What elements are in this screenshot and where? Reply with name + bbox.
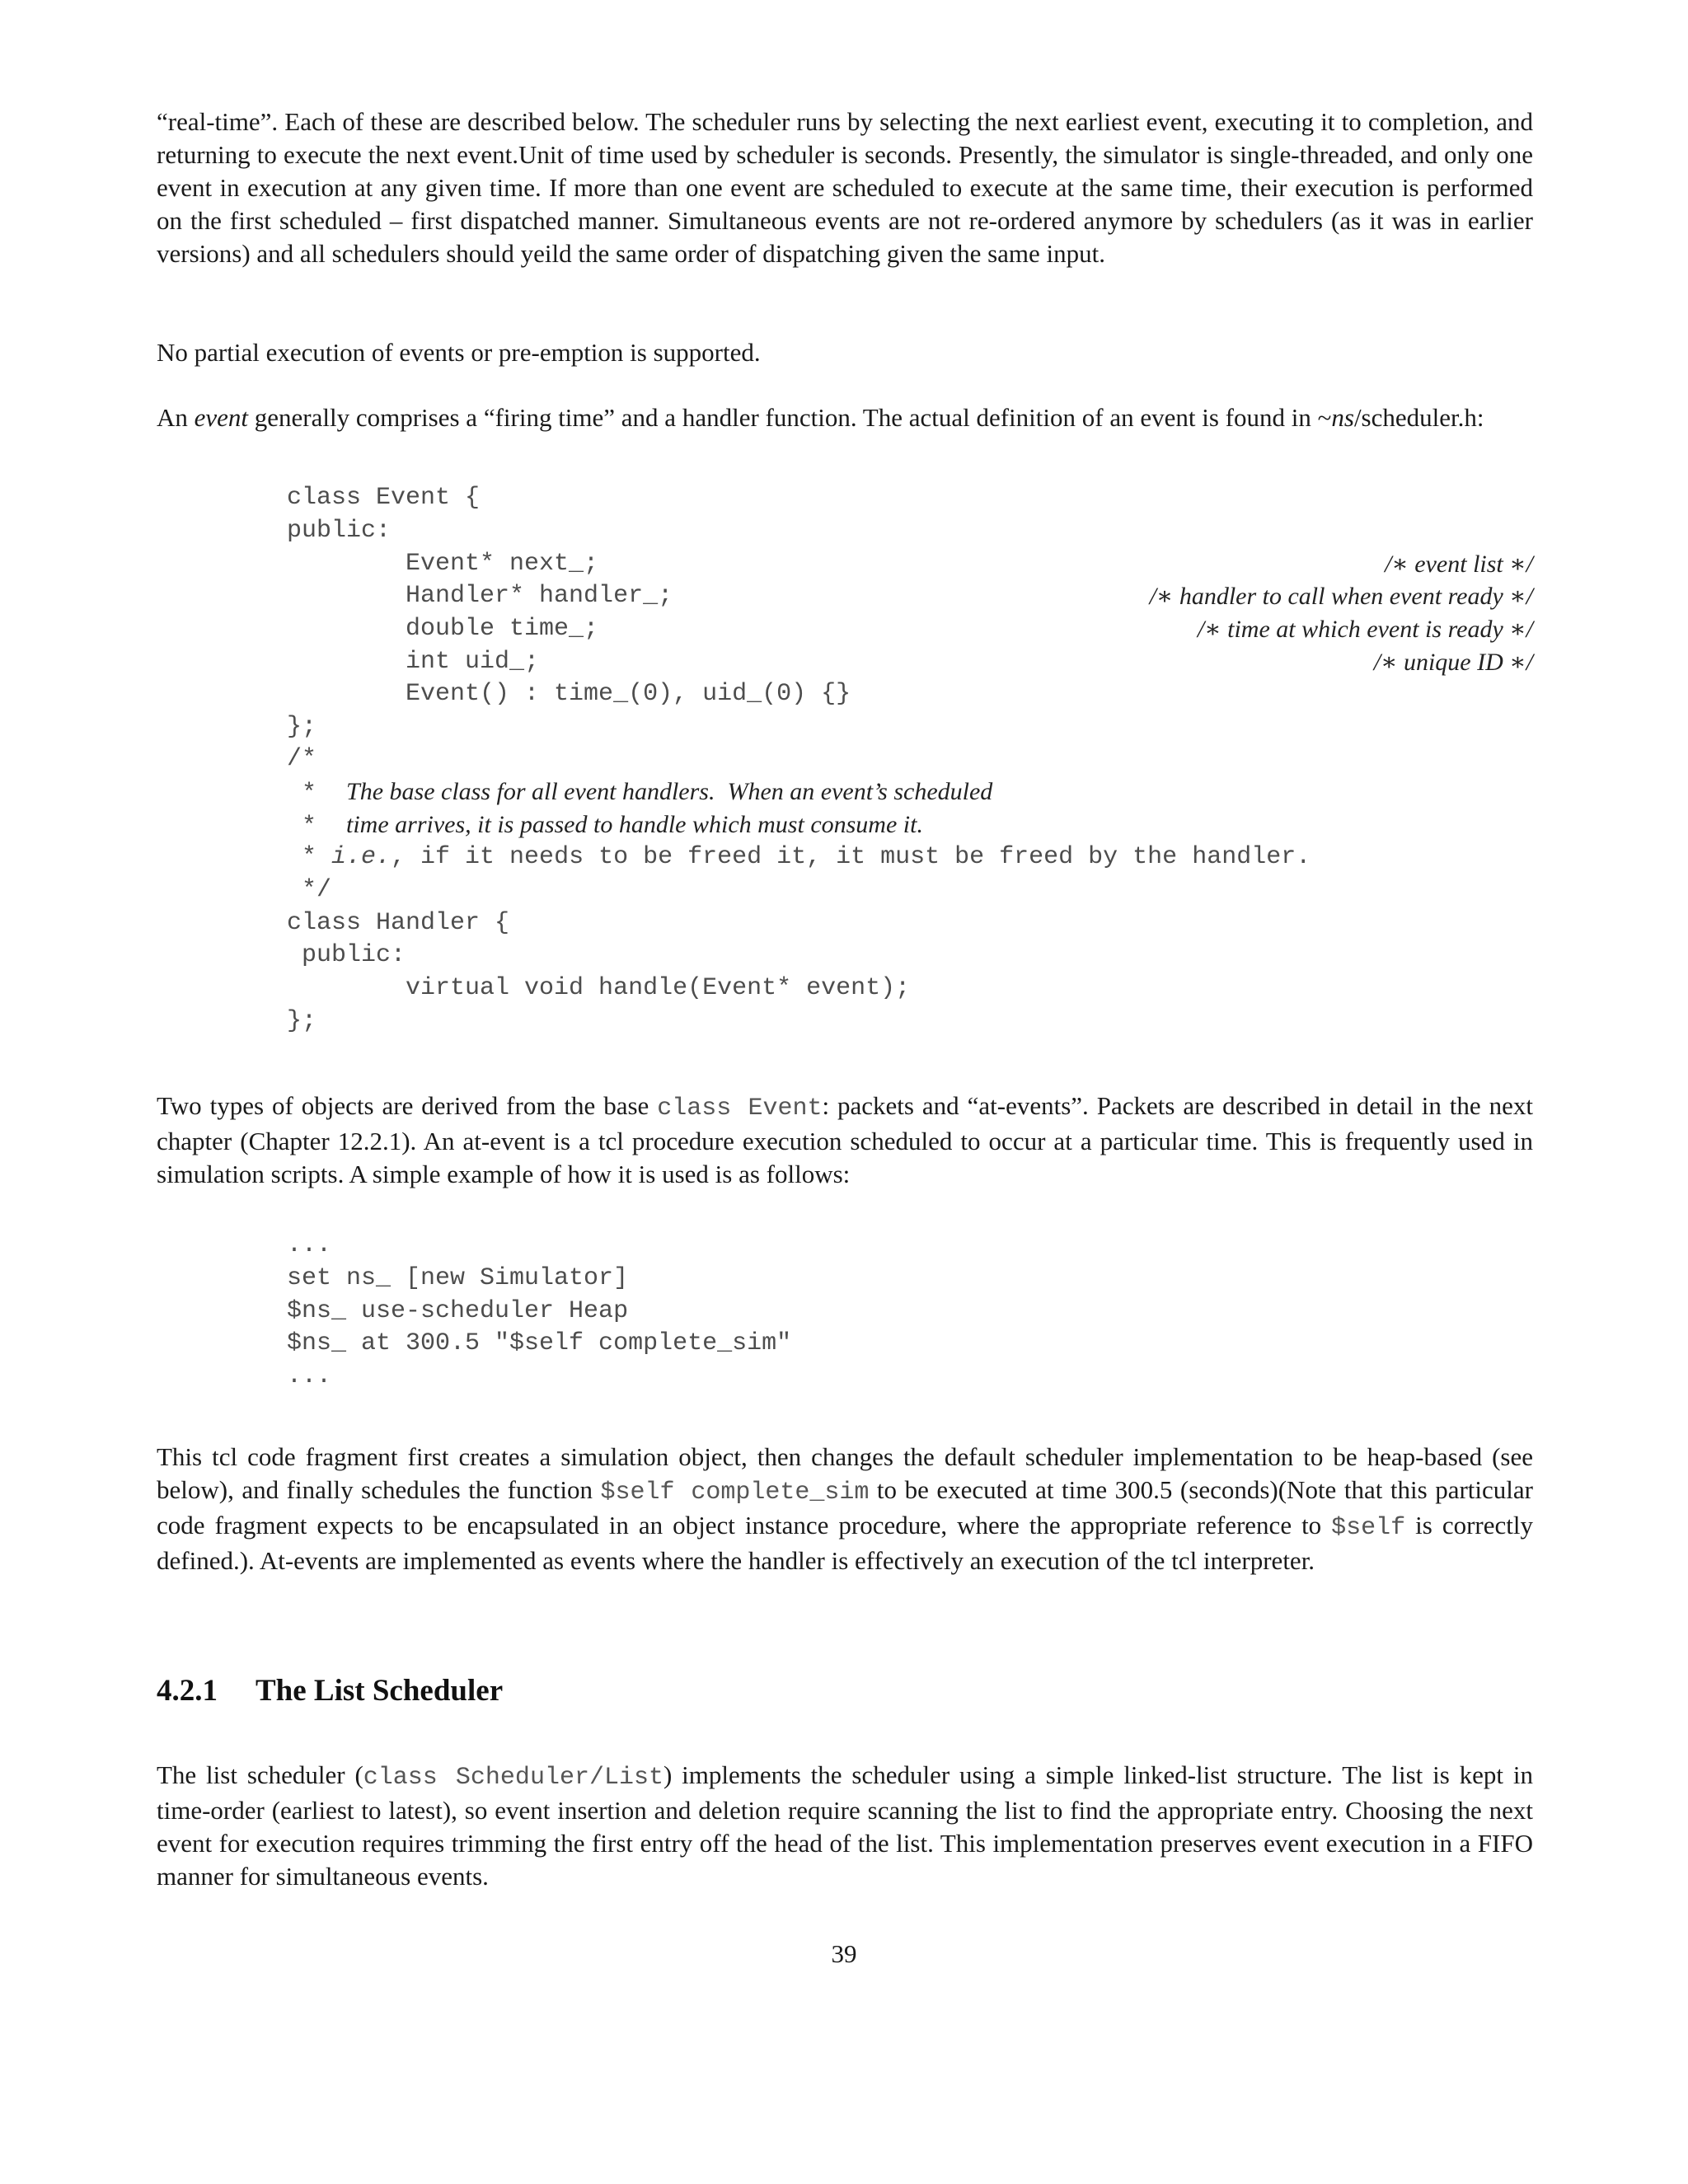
code-line: class Handler { xyxy=(287,909,510,937)
code-comment-event-list: /∗ event list ∗/ xyxy=(1385,551,1533,578)
code-line: Handler* handler_; xyxy=(287,582,673,610)
comment-text: The base class for all event handlers. When an event’s scheduled xyxy=(346,778,993,805)
code-line: }; xyxy=(287,713,317,741)
comment-star: * xyxy=(287,780,347,808)
code-comment-handler: /∗ handler to call when event ready ∗/ xyxy=(1149,583,1533,610)
text-span: generally comprises a “firing time” and a handler function. The actual definition of an event is found in ~ xyxy=(248,403,1332,432)
code-comment-time: /∗ time at which event is ready ∗/ xyxy=(1197,616,1533,643)
section-heading xyxy=(157,1673,503,1708)
page-number: 39 xyxy=(831,1939,857,1968)
code-line: }; xyxy=(287,1007,317,1035)
code-line: virtual void handle(Event* event); xyxy=(287,974,911,1002)
code-comment-uid: /∗ unique ID ∗/ xyxy=(1373,649,1533,676)
paragraph-list-scheduler xyxy=(157,1759,1533,1893)
section-number: 4.2.1 xyxy=(157,1674,218,1708)
code-line: public: xyxy=(287,517,392,545)
text-span: is correctly defined.). At-events are implemented as events where the handler is effectively an execution of the tcl interpreter. xyxy=(157,1511,1533,1575)
code-comment-line xyxy=(287,811,923,841)
text-span: This tcl code fragment first creates a simulation object, then changes the default scheduler implementation to be heap-based (see below), and finally schedules the function xyxy=(157,1442,1533,1504)
inline-code: $self xyxy=(1331,1514,1406,1542)
paragraph-scheduler-intro: “real-time”. Each of these are described below. The scheduler runs by selecting the next earliest event, executing it to completion, and returning to execute the next event.Unit of time used by scheduler is seconds. Presently, the simulator is single-threaded, and only one event in execution at any given time. If more than one event are scheduled to execute at the same time, their execution is performed on the first scheduled – first dispatched manner. Simultaneous events are not re-ordered anymore by schedulers (as it was in earlier versions) and all schedulers should yeild the same order of dispatching given the same input. xyxy=(157,107,1533,268)
comment-star: * xyxy=(287,843,332,871)
code-line: int uid_; xyxy=(287,648,540,676)
inline-code: class Scheduler/List xyxy=(363,1764,663,1792)
text-span: ) implements the scheduler using a simple linked-list structure. The list is kept in time-order (earliest to latest), so event insertion and deletion require scanning the list to find the appropriate entry. Choosing the next event for execution requires trimming the first entry off the head of the list. This implementation preserves event execution in a FIFO manner for simultaneous events. xyxy=(157,1760,1533,1891)
code-line: double time_; xyxy=(287,615,599,643)
paragraph-no-preemption: No partial execution of events or pre-emption is supported. xyxy=(157,338,761,367)
code-line: public: xyxy=(287,941,406,969)
code-line: */ xyxy=(287,876,332,904)
text-span: : packets and “at-events”. Packets are described in detail in the next chapter (Chapter 12.2.1). An at-event is a tcl procedure execution scheduled to occur at a particular time. This is frequently used in simulation scripts. A simple example of how it is used is as follows: xyxy=(157,1091,1533,1188)
paragraph-tcl-explanation xyxy=(157,1441,1533,1577)
code-comment-line xyxy=(287,843,1311,871)
code-line: class Event { xyxy=(287,484,481,512)
text-span: An xyxy=(157,403,195,432)
code-line: ... xyxy=(287,1231,332,1259)
emphasis-ns: ns xyxy=(1331,403,1354,432)
text-span: Two types of objects are derived from the base xyxy=(157,1091,658,1120)
comment-emphasis: i.e. xyxy=(331,843,392,871)
code-line: $ns_ at 300.5 "$self complete_sim" xyxy=(287,1329,792,1357)
text-span: to be executed at time 300.5 (seconds)(Note that this particular code fragment expects to be encapsulated in an object instance procedure, where the appropriate reference to xyxy=(157,1475,1533,1540)
code-line: Event() : time_(0), uid_(0) {} xyxy=(287,680,851,708)
paragraph-event-definition xyxy=(157,401,1533,434)
inline-code: $self complete_sim xyxy=(600,1479,870,1507)
code-line: set ns_ [new Simulator] xyxy=(287,1264,629,1292)
text-span: The list scheduler ( xyxy=(157,1760,363,1789)
code-comment-line xyxy=(287,778,992,808)
section-title-text: The List Scheduler xyxy=(256,1674,504,1708)
code-line: Event* next_; xyxy=(287,550,599,578)
comment-star: * xyxy=(287,813,347,841)
code-line: /* xyxy=(287,745,317,773)
comment-text: time arrives, it is passed to handle which must consume it. xyxy=(346,811,923,838)
emphasis-event: event xyxy=(194,403,249,432)
text-span: /scheduler.h: xyxy=(1353,403,1484,432)
code-line: ... xyxy=(287,1362,332,1390)
inline-code: class Event xyxy=(657,1094,823,1122)
comment-text: , if it needs to be freed it, it must be freed by the handler. xyxy=(391,843,1311,871)
paragraph-at-events xyxy=(157,1090,1533,1191)
code-line: $ns_ use-scheduler Heap xyxy=(287,1297,629,1325)
